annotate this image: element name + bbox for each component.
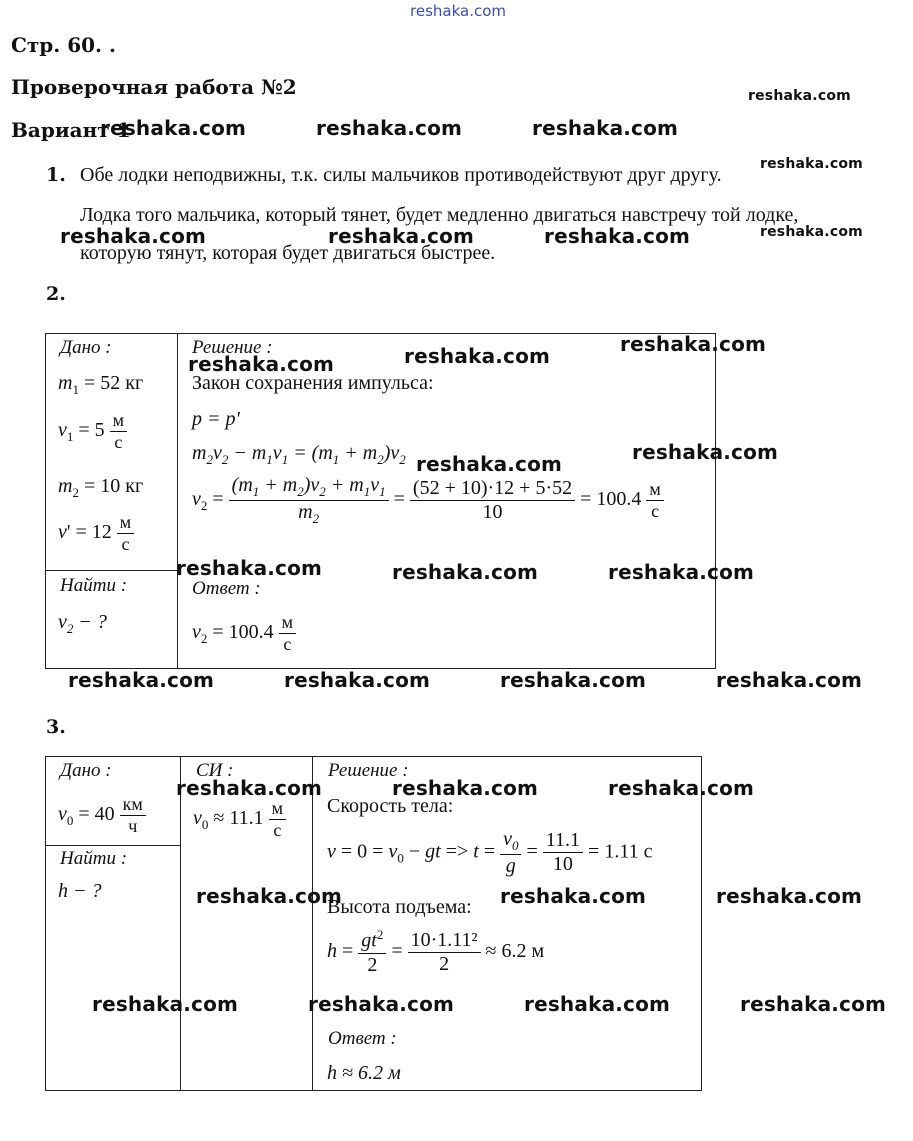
task3-time-equation: $v = 0 = v_0$ − gt => t = $\frac{v_0}{g}$ = $\frac{11.1}{10}$ = 1.11 с [327, 828, 653, 877]
watermark: reshaka.com [632, 440, 779, 464]
task2-equation-expanded: $m_2v_2 - m_1v_1 = (m_1 + m_2)v_2$ [192, 442, 406, 467]
task3-find-label: Найти : [60, 848, 128, 869]
task3-divider-horizontal [45, 845, 181, 846]
watermark: reshaka.com [760, 156, 863, 172]
watermark: reshaka.com [188, 352, 335, 376]
task1-paragraph1: Обе лодки неподвижны, т.к. силы мальчиков противодействуют друг другу. [80, 164, 722, 186]
task3-given-v0: $v_0 = 40$ $\frac{км}{ч}$ [58, 794, 146, 836]
watermark: reshaka.com [544, 224, 691, 248]
watermark: reshaka.com [608, 560, 755, 584]
watermark: reshaka.com [328, 224, 475, 248]
watermark: reshaka.com [748, 88, 851, 104]
task2-given-label: Дано : [60, 337, 112, 358]
task2-find-value: $v_2$ − ? [58, 611, 107, 636]
watermark: reshaka.com [716, 884, 863, 908]
watermark: reshaka.com [60, 224, 207, 248]
task2-law-text: Закон сохранения импульса: [192, 372, 434, 394]
task3-number: 3. [46, 716, 66, 738]
task3-answer-label: Ответ : [328, 1028, 397, 1049]
task3-divider-vertical-2 [312, 756, 313, 1090]
watermark: reshaka.com [532, 116, 679, 140]
watermark: reshaka.com [284, 668, 431, 692]
page-reference: Стр. 60. . [11, 33, 116, 57]
watermark: reshaka.com [740, 992, 887, 1016]
task3-answer-value: h ≈ 6.2 м [327, 1062, 401, 1084]
variant-title: Вариант 1 [11, 118, 131, 142]
task3-height-label: Высота подъема: [327, 896, 472, 918]
watermark: reshaka.com [392, 776, 539, 800]
watermark: reshaka.com [716, 668, 863, 692]
watermark: reshaka.com [404, 344, 551, 368]
watermark: reshaka.com [308, 992, 455, 1016]
task2-answer-value: $v_2 = 100.4$ $\frac{м}{с}$ [192, 612, 296, 654]
task3-si-value: $v_0 \approx 11.1$ $\frac{м}{с}$ [193, 798, 286, 840]
task2-given-m2: $m_2 = 10$ кг [58, 475, 144, 500]
watermark: reshaka.com [176, 776, 323, 800]
watermark: reshaka.com [68, 668, 215, 692]
work-title: Проверочная работа №2 [11, 75, 297, 99]
watermark: reshaka.com [392, 560, 539, 584]
task2-equation-momentum: p = p' [192, 408, 240, 430]
task1-paragraph2-line1: Лодка того мальчика, который тянет, будет медленно двигаться навстречу той лодке, [80, 204, 799, 226]
task2-given-vprime: v' = 12 $\frac{м}{с}$ [58, 512, 134, 554]
task2-solution-label: Решение : [192, 337, 273, 358]
task1-number: 1. [46, 164, 66, 186]
task2-equation-solution: $v_2$ = $\frac{(m_1 + m_2)v_2 + m_1v_1}{m_2}$ = $\frac{(52 + 10)\cdot 12 + 5\cdot 52}{10}$ = 100.4 $\frac{м}{с}$ [192, 474, 664, 527]
watermark: reshaka.com [500, 668, 647, 692]
task2-answer-label: Ответ : [192, 578, 261, 599]
task3-given-label: Дано : [60, 760, 112, 781]
task2-given-v1: $v_1 = 5$ $\frac{м}{с}$ [58, 410, 127, 452]
task2-given-m1: $m_1 = 52$ кг [58, 372, 144, 397]
task3-si-label: СИ : [196, 760, 234, 781]
watermark: reshaka.com [524, 992, 671, 1016]
task2-number: 2. [46, 283, 66, 305]
task3-divider-vertical-1 [180, 756, 181, 1090]
site-header-link[interactable]: reshaka.com [410, 2, 506, 20]
watermark: reshaka.com [608, 776, 755, 800]
watermark: reshaka.com [196, 884, 343, 908]
watermark: reshaka.com [176, 556, 323, 580]
watermark: reshaka.com [620, 332, 767, 356]
task2-divider-vertical [177, 333, 178, 668]
watermark: reshaka.com [316, 116, 463, 140]
watermark: reshaka.com [416, 452, 563, 476]
watermark: reshaka.com [500, 884, 647, 908]
task2-find-label: Найти : [60, 575, 128, 596]
task3-find-value: h − ? [58, 880, 102, 902]
task3-solution-label: Решение : [328, 760, 409, 781]
task3-height-equation: h = $\frac{gt^2}{2}$ = $\frac{\text{10·1.11²}}{2}$ ≈ 6.2 м [327, 927, 545, 976]
task2-divider-horizontal [45, 570, 178, 571]
task1-paragraph2-line2: которую тянут, которая будет двигаться быстрее. [80, 242, 496, 264]
watermark: reshaka.com [92, 992, 239, 1016]
watermark: reshaka.com [760, 224, 863, 240]
watermark: reshaka.com [100, 116, 247, 140]
task3-speed-label: Скорость тела: [327, 795, 454, 817]
